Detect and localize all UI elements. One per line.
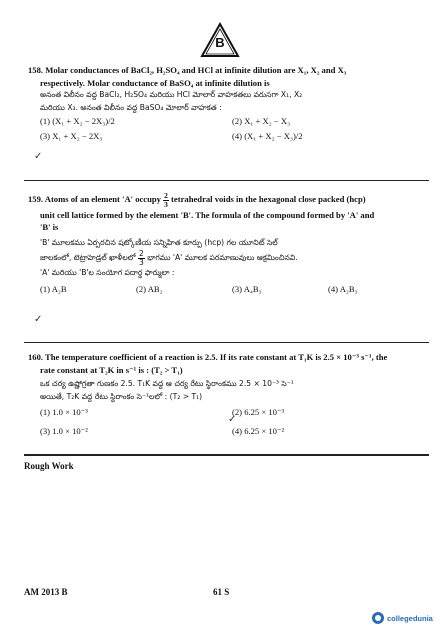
option-1[interactable]: (1) (X₁ + X₂ − 2X₃)/2 [40,116,115,126]
question-number: 160. [28,352,44,362]
booklet-code: AM 2013 B [24,587,68,597]
question-text-en-1b: tetrahedral voids in the hexagonal close packed (hcp) [171,194,366,204]
question-text-en-3: 'B' is [40,222,59,233]
option-4[interactable]: (4) (X₁ + X₂ − X₃)/2 [232,130,303,141]
question-text-te-2a: జాలకంలో, టెట్రాహెడ్రల్ ఖాళీలలో [40,253,136,263]
option-3[interactable]: (3) A₄B₃ [232,283,262,294]
watermark [372,610,433,626]
option-4[interactable]: (4) A₂B₃ [328,283,358,294]
watermark-text: collegedunia [387,613,433,623]
question-text-te-2: అయితే, T₂K వద్ద రేటు స్థిరాంకం సె⁻¹లలో : (T₂ > T₁) [40,391,203,401]
question-text-en-1a: Atoms of an element 'A' occupy [44,194,161,204]
question-text-en-2: respectively. Molar conductance of BaSO₄ at infinite dilution is [40,77,270,88]
option-2[interactable]: (2) AB₂ [136,283,163,294]
option-4[interactable]: (4) 6.25 × 10⁻² [232,425,285,436]
question-text-en-1: Molar conductances of BaCl₂, H₂SO₄ and HCl at infinite dilution are X₁, X₂ and X₃ [45,65,347,75]
option-2[interactable]: (2) X₁ + X₂ − X₃ [232,116,291,126]
option-1[interactable]: (1) 1.0 × 10⁻³ [40,407,88,417]
answer-tick-mark: ✓ [34,314,43,325]
fraction: $\frac{2}{3}$ [139,248,144,267]
question-text-te-1: అనంత విలీనం వద్ద BaCl₂, H₂SO₄ మరియు HCl మోలార్ వాహకతలు వరుసగా X₁, X₂ [40,90,303,99]
question-158 [28,64,424,142]
question-number: 158. [28,65,44,75]
option-3[interactable]: (3) X₁ + X₂ − 2X₃ [40,130,103,141]
question-text-en-2: unit cell lattice formed by the element 'B'. The formula of the compound formed by 'A' and [40,209,375,220]
question-text-te-3: 'A' మరియు 'B'ల సంయోగ పదార్థ ఫార్ములా : [40,268,175,278]
question-text-en-2: rate constant at T₂K in s⁻¹ is : (T₂ > T₁) [40,364,183,375]
question-number: 159. [28,194,44,204]
question-159 [28,190,424,295]
question-text-en-1: The temperature coefficient of a reaction is 2.5. If its rate constant at T₁K is 2.5 × 10⁻³ s⁻¹, the [45,352,388,362]
option-3[interactable]: (3) 1.0 × 10⁻² [40,425,88,436]
option-2[interactable]: (2) 6.25 × 10⁻³ [232,407,285,417]
question-160 [28,351,424,437]
set-letter: B [215,35,225,50]
set-badge [200,22,240,58]
divider [24,454,429,456]
fraction: $\frac{2}{3}$ [164,190,168,209]
answer-tick-mark: ✓ [228,414,237,425]
options-160 [28,406,424,437]
rough-work-heading: Rough Work [24,461,74,471]
question-text-te-2b: భాగము 'A' మూలక పరమాణువులు ఆక్రమించినవి. [147,253,298,263]
options-159 [28,283,424,296]
option-1[interactable]: (1) A₂B [40,283,67,294]
collegedunia-logo-icon [372,612,384,624]
divider [24,342,429,343]
page-number: 61 S [213,587,230,597]
divider [24,180,429,181]
question-text-te-1: 'B' మూలకము ఏర్పరచిన షట్కోణీయ సన్నిహిత కూర్పు (hcp) గల యూనిట్ సెల్ [40,237,278,247]
question-text-te-1: ఒక చర్య ఉష్ణోగ్రతా గుణకం 2.5. T₁K వద్ద ఆ చర్య రేటు స్థిరాంకము 2.5 × 10⁻³ సె⁻¹ [40,379,294,388]
answer-tick-mark: ✓ [34,151,43,162]
question-text-te-2: మరియు X₃. అనంత విలీనం వద్ద BaSO₄ మోలార్ వాహకత : [40,102,222,112]
options-158 [28,115,424,142]
